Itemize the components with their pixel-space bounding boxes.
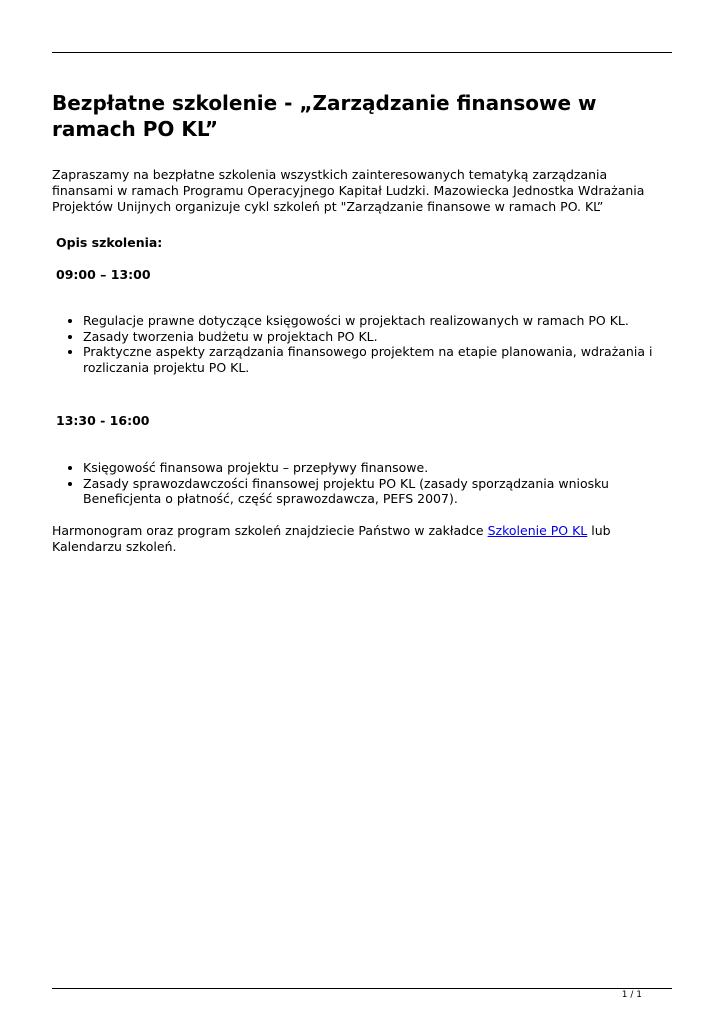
list-item: • Zasady tworzenia budżetu w projektach PO KL. [83, 329, 672, 345]
list-item: • Księgowość finansowa projektu – przepływy finansowe. [83, 460, 672, 476]
outro-paragraph [52, 523, 672, 555]
outro-text-after-link: lub Kalendarzu szkoleń. [52, 522, 611, 554]
session-1-time: 09:00 – 13:00 [56, 267, 151, 282]
list-item: • Regulacje prawne dotyczące księgowości w projektach realizowanych w ramach PO KL. [83, 313, 672, 329]
header-divider [52, 52, 672, 53]
intro-paragraph: Zapraszamy na bezpłatne szkolenia wszystkich zainteresowanych tematyką zarządzania finansami w ramach Programu Operacyjnego Kapitał Ludzki. Mazowiecka Jednostka Wdrażania Projektów Unijnych organizuje cykl szkoleń pt "Zarządzanie finansowe w ramach PO. KL” [52, 167, 645, 214]
document-title: Bezpłatne szkolenie - „Zarządzanie finansowe w ramach PO KL” [52, 91, 597, 141]
document-body [52, 90, 672, 555]
session-1-topic-list [52, 313, 672, 375]
outro-text-before-link: Harmonogram oraz program szkoleń znajdziecie Państwo w zakładce [52, 522, 488, 538]
list-item: • Praktyczne aspekty zarządzania finansowego projektem na etapie planowania, wdrażania i rozliczania projektu PO KL. [83, 344, 672, 375]
session-2-topic-list [52, 460, 672, 507]
session-2-time: 13:30 - 16:00 [56, 413, 150, 428]
szkolenie-po-kl-link[interactable]: Szkolenie PO KL [487, 522, 588, 538]
page-number: 1 / 1 [621, 990, 642, 1000]
list-item: • Zasady sprawozdawczości finansowej projektu PO KL (zasady sporządzania wniosku Beneficjenta o płatność, część sprawozdawcza, PEFS 2007). [83, 476, 672, 507]
footer-divider [52, 988, 672, 989]
description-heading: Opis szkolenia: [56, 235, 163, 250]
